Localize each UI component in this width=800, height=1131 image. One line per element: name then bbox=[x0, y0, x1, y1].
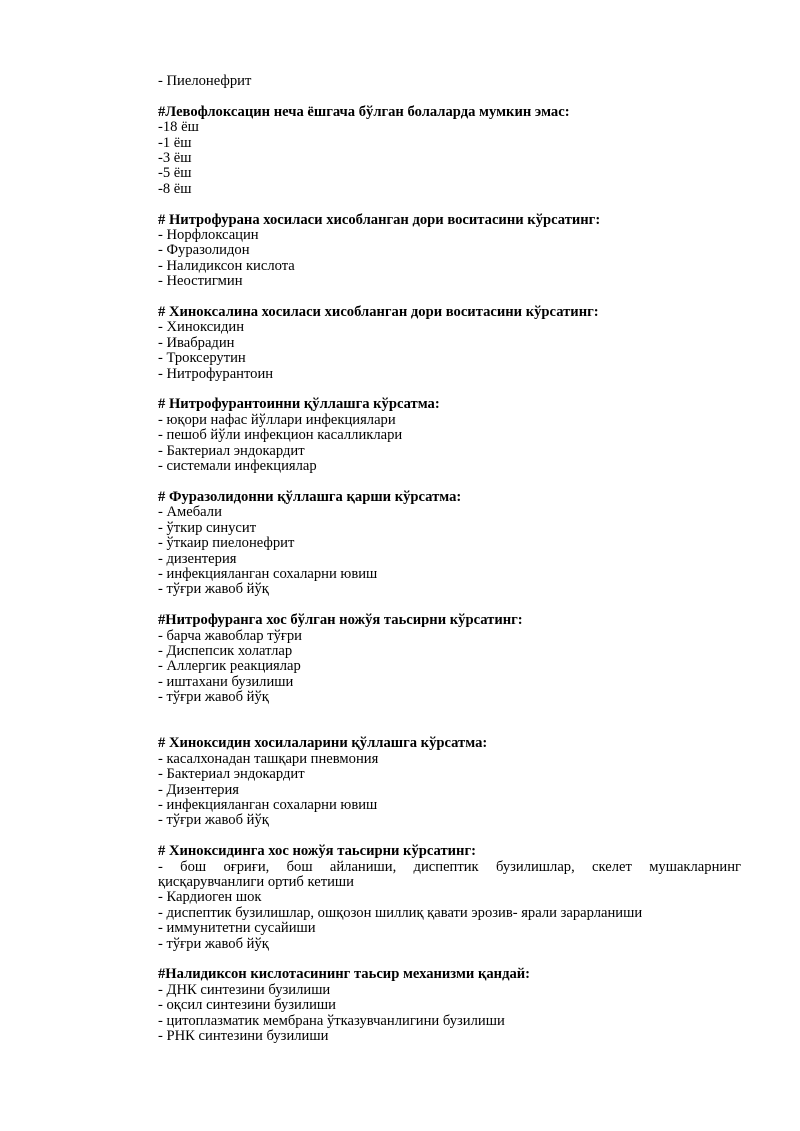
spacer bbox=[158, 598, 741, 613]
question-block-1 bbox=[158, 105, 741, 197]
question-block-5 bbox=[158, 490, 741, 598]
answer-option: - Бактериал эндокардит bbox=[158, 766, 305, 783]
spacer bbox=[158, 706, 741, 737]
answer-option: - тўғри жавоб йўқ bbox=[158, 581, 269, 598]
answer-option: - Ивабрадин bbox=[158, 334, 235, 351]
question-title: # Хиноксидинга хос ножўя таьсирни кўрсатинг: bbox=[158, 843, 476, 860]
answer-option: - юқори нафас йўллари инфекциялари bbox=[158, 411, 396, 428]
answer-option: -3 ёш bbox=[158, 150, 192, 167]
question-title: # Фуразолидонни қўллашга қарши кўрсатма: bbox=[158, 488, 462, 505]
answer-option: - инфекцияланган сохаларни ювиш bbox=[158, 565, 378, 582]
answer-option: - иммунитетни сусайиши bbox=[158, 920, 316, 937]
answer-option: - Хиноксидин bbox=[158, 319, 245, 336]
answer-option: - ўткир синусит bbox=[158, 519, 257, 536]
question-title: #Нитрофуранга хос бўлган ножўя таьсирни кўрсатинг: bbox=[158, 612, 523, 629]
question-block-2 bbox=[158, 213, 741, 290]
question-title: #Налидиксон кислотасининг таьсир механизми қандай: bbox=[158, 966, 531, 983]
question-title: # Нитрофурантоинни қўллашга кўрсатма: bbox=[158, 396, 440, 413]
spacer bbox=[158, 382, 741, 397]
question-title: #Левофлоксацин неча ёшгача бўлган болаларда мумкин эмас: bbox=[158, 103, 570, 120]
question-title: # Нитрофурана хосиласи хисобланган дори воситасини кўрсатинг: bbox=[158, 211, 601, 228]
answer-option: - Кардиоген шок bbox=[158, 889, 262, 906]
question-block-3 bbox=[158, 305, 741, 382]
spacer bbox=[158, 475, 741, 490]
answer-option: - диспептик бузилишлар, ошқозон шиллиқ қавати эрозив- ярали зарарланиши bbox=[158, 904, 643, 921]
question-block-8 bbox=[158, 844, 741, 952]
answer-option: -18 ёш bbox=[158, 119, 199, 136]
answer-option: -8 ёш bbox=[158, 180, 192, 197]
document-page bbox=[158, 74, 741, 1044]
answer-option: - дизентерия bbox=[158, 550, 237, 567]
answer-option: - ДНК синтезини бузилиши bbox=[158, 981, 331, 998]
answer-option: -1 ёш bbox=[158, 134, 192, 151]
answer-option: - РНК синтезини бузилиши bbox=[158, 1028, 329, 1045]
answer-option: - тўғри жавоб йўқ bbox=[158, 935, 269, 952]
question-title: # Хиноксалина хосиласи хисобланган дори воситасини кўрсатинг: bbox=[158, 304, 599, 321]
answer-option: - Троксерутин bbox=[158, 350, 246, 367]
answer-option: - Фуразолидон bbox=[158, 242, 250, 259]
answer-option: - Амебали bbox=[158, 504, 222, 521]
answer-option: - Аллергик реакциялар bbox=[158, 658, 301, 675]
answer-option: -5 ёш bbox=[158, 165, 192, 182]
answer-option: - тўғри жавоб йўқ bbox=[158, 689, 269, 706]
spacer bbox=[158, 829, 741, 844]
spacer bbox=[158, 952, 741, 967]
answer-option: - барча жавоблар тўғри bbox=[158, 627, 302, 644]
spacer bbox=[158, 89, 741, 104]
answer-option: - иштахани бузилиши bbox=[158, 673, 294, 690]
question-block-9 bbox=[158, 967, 741, 1044]
answer-option: - Дизентерия bbox=[158, 781, 239, 798]
answer-option: - Нитрофурантоин bbox=[158, 365, 274, 382]
answer-option-long: - бош оғриғи, бош айланиши, диспептик бузилишлар, скелет мушакларнинг bbox=[158, 858, 741, 875]
answer-option: - цитоплазматик мембрана ўтказувчанлигини бузилиши bbox=[158, 1012, 505, 1029]
answer-option: - инфекцияланган сохаларни ювиш bbox=[158, 796, 378, 813]
question-title: # Хиноксидин хосилаларини қўллашга кўрсатма: bbox=[158, 735, 488, 752]
question-block-6 bbox=[158, 613, 741, 705]
answer-option: - Бактериал эндокардит bbox=[158, 442, 305, 459]
answer-option-long-continued: қисқарувчанлиги ортиб кетиши bbox=[158, 874, 354, 890]
answer-option: - системали инфекциялар bbox=[158, 458, 317, 475]
answer-option: - тўғри жавоб йўқ bbox=[158, 812, 269, 829]
spacer bbox=[158, 290, 741, 305]
intro-line: - Пиелонефрит bbox=[158, 73, 252, 89]
question-block-4 bbox=[158, 397, 741, 474]
answer-option: - Норфлоксацин bbox=[158, 227, 259, 244]
answer-option: - Налидиксон кислота bbox=[158, 257, 295, 274]
answer-option: - пешоб йўли инфекцион касалликлари bbox=[158, 427, 403, 444]
answer-option: - оқсил синтезини бузилиши bbox=[158, 997, 336, 1014]
answer-option: - Неостигмин bbox=[158, 273, 243, 290]
answer-option: - касалхонадан ташқари пневмония bbox=[158, 750, 379, 767]
answer-option: - ўткаир пиелонефрит bbox=[158, 535, 295, 552]
answer-option: - Диспепсик холатлар bbox=[158, 642, 293, 659]
question-block-7 bbox=[158, 736, 741, 828]
spacer bbox=[158, 197, 741, 212]
